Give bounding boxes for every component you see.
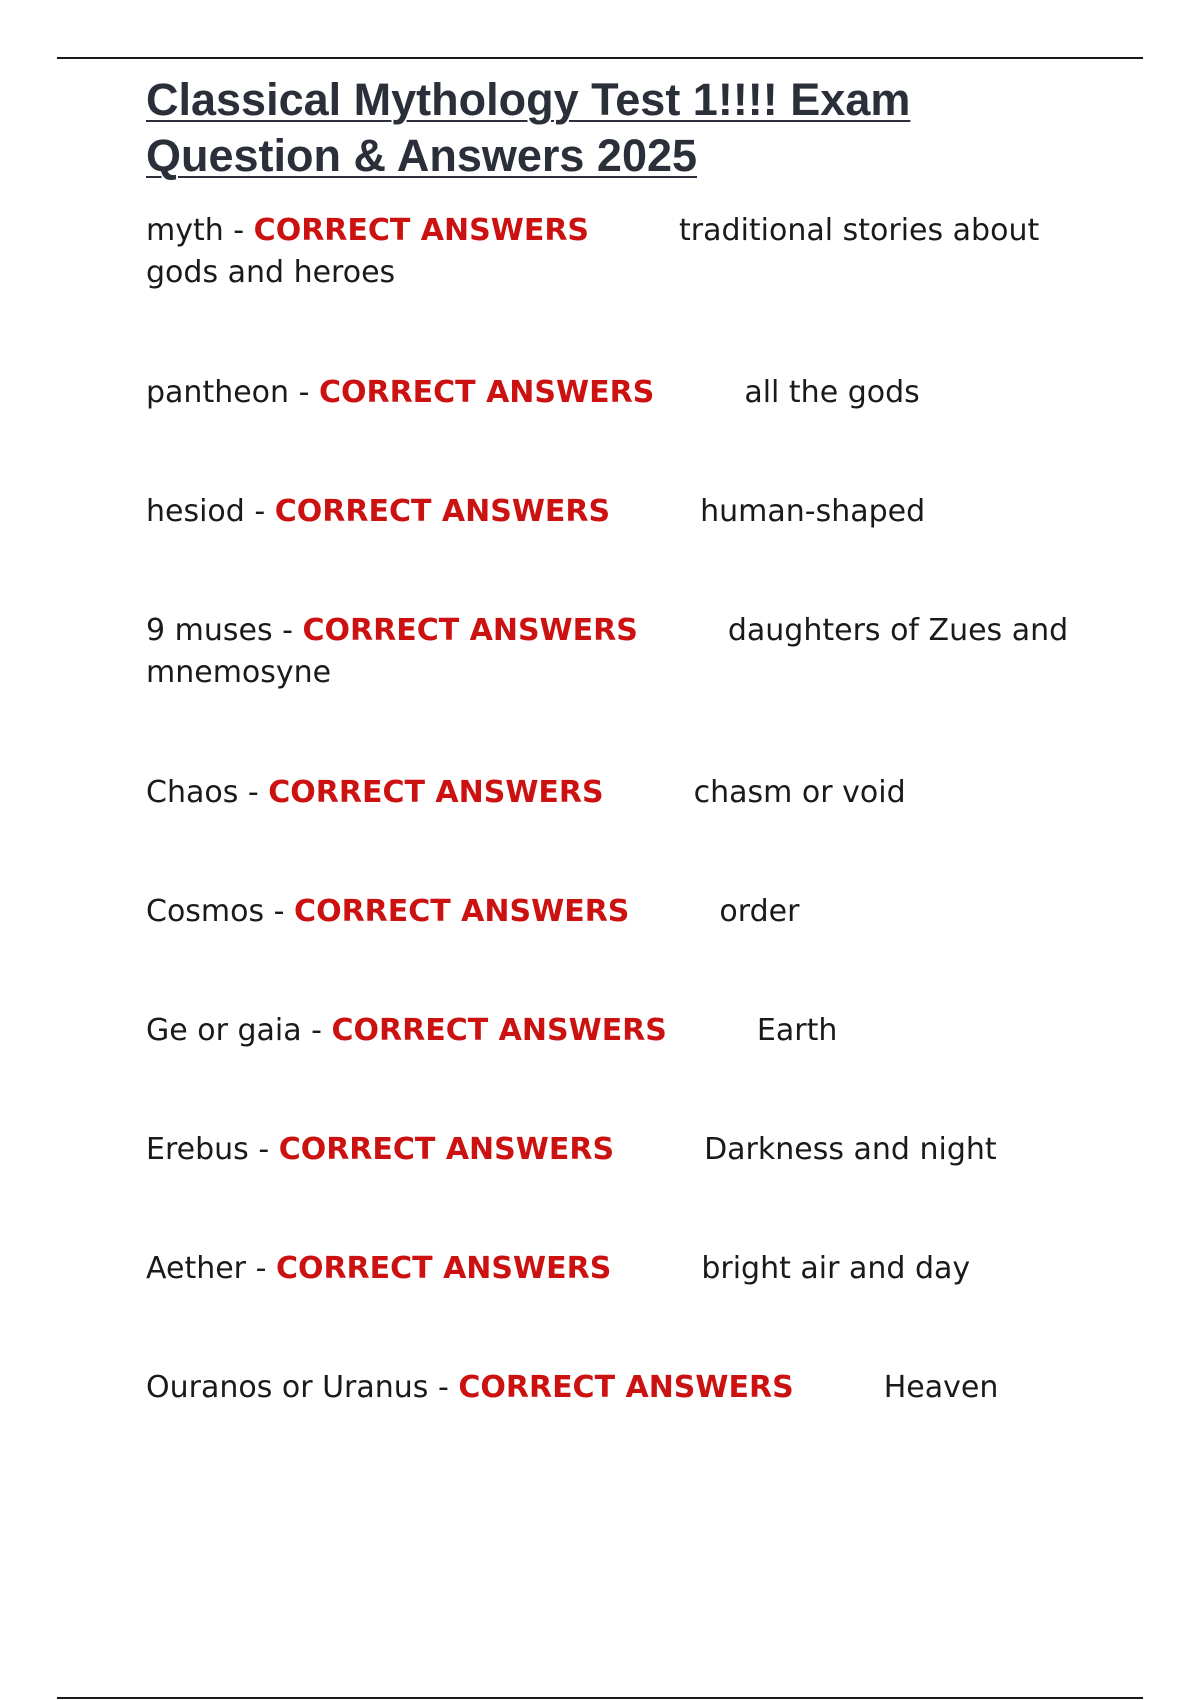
qa-item-aether (146, 1248, 1086, 1290)
correct-answers-marker: CORRECT ANSWERS (253, 213, 590, 248)
qa-answer: chasm or void (693, 775, 906, 810)
qa-separator: - (289, 375, 319, 410)
qa-separator: - (248, 1132, 279, 1167)
qa-term: Cosmos (146, 894, 265, 929)
qa-term: Aether (146, 1251, 247, 1286)
page-title (146, 72, 1066, 184)
qa-answer: traditional stories about gods and heroes (146, 213, 1040, 290)
qa-answer: order (719, 894, 800, 929)
qa-answer: all the gods (744, 375, 920, 410)
qa-separator: - (301, 1013, 332, 1048)
qa-separator: - (223, 213, 254, 248)
qa-term: Chaos (146, 775, 239, 810)
qa-item-pantheon (146, 372, 1086, 414)
qa-term: Erebus (146, 1132, 249, 1167)
qa-answer: Darkness and night (704, 1132, 997, 1167)
qa-item-9-muses (146, 610, 1086, 694)
qa-term: Ge or gaia (146, 1013, 302, 1048)
qa-separator: - (428, 1370, 459, 1405)
correct-answers-marker: CORRECT ANSWERS (458, 1370, 794, 1405)
qa-answer: Heaven (883, 1370, 999, 1405)
correct-answers-marker: CORRECT ANSWERS (331, 1013, 667, 1048)
qa-term: pantheon (146, 375, 290, 410)
qa-term: Ouranos or Uranus (146, 1370, 429, 1405)
title-line-1: Classical Mythology Test 1!!!! Exam (146, 74, 911, 125)
correct-answers-marker: CORRECT ANSWERS (302, 613, 638, 648)
qa-separator: - (264, 894, 295, 929)
correct-answers-marker: CORRECT ANSWERS (275, 1251, 612, 1286)
correct-answers-marker: CORRECT ANSWERS (274, 494, 611, 529)
qa-answer: human-shaped (700, 494, 926, 529)
correct-answers-marker: CORRECT ANSWERS (268, 775, 604, 810)
qa-separator: - (246, 1251, 276, 1286)
qa-item-ouranos (146, 1367, 1086, 1409)
correct-answers-marker: CORRECT ANSWERS (318, 375, 655, 410)
qa-separator: - (244, 494, 275, 529)
qa-answer: Earth (756, 1013, 838, 1048)
qa-item-ge-or-gaia (146, 1010, 1086, 1052)
top-rule (57, 57, 1143, 59)
qa-item-erebus (146, 1129, 1086, 1171)
qa-term: myth (146, 213, 224, 248)
title-line-2: Question & Answers 2025 (146, 130, 698, 181)
qa-item-myth (146, 210, 1086, 294)
qa-separator: - (272, 613, 303, 648)
bottom-rule (57, 1697, 1143, 1699)
qa-answer: bright air and day (701, 1251, 971, 1286)
qa-item-cosmos (146, 891, 1086, 933)
qa-item-chaos (146, 772, 1086, 814)
qa-term: 9 muses (146, 613, 273, 648)
correct-answers-marker: CORRECT ANSWERS (278, 1132, 615, 1167)
qa-term: hesiod (146, 494, 245, 529)
qa-separator: - (238, 775, 269, 810)
correct-answers-marker: CORRECT ANSWERS (294, 894, 630, 929)
qa-item-hesiod (146, 491, 1086, 533)
qa-answer: daughters of Zues and mnemosyne (146, 613, 1069, 690)
